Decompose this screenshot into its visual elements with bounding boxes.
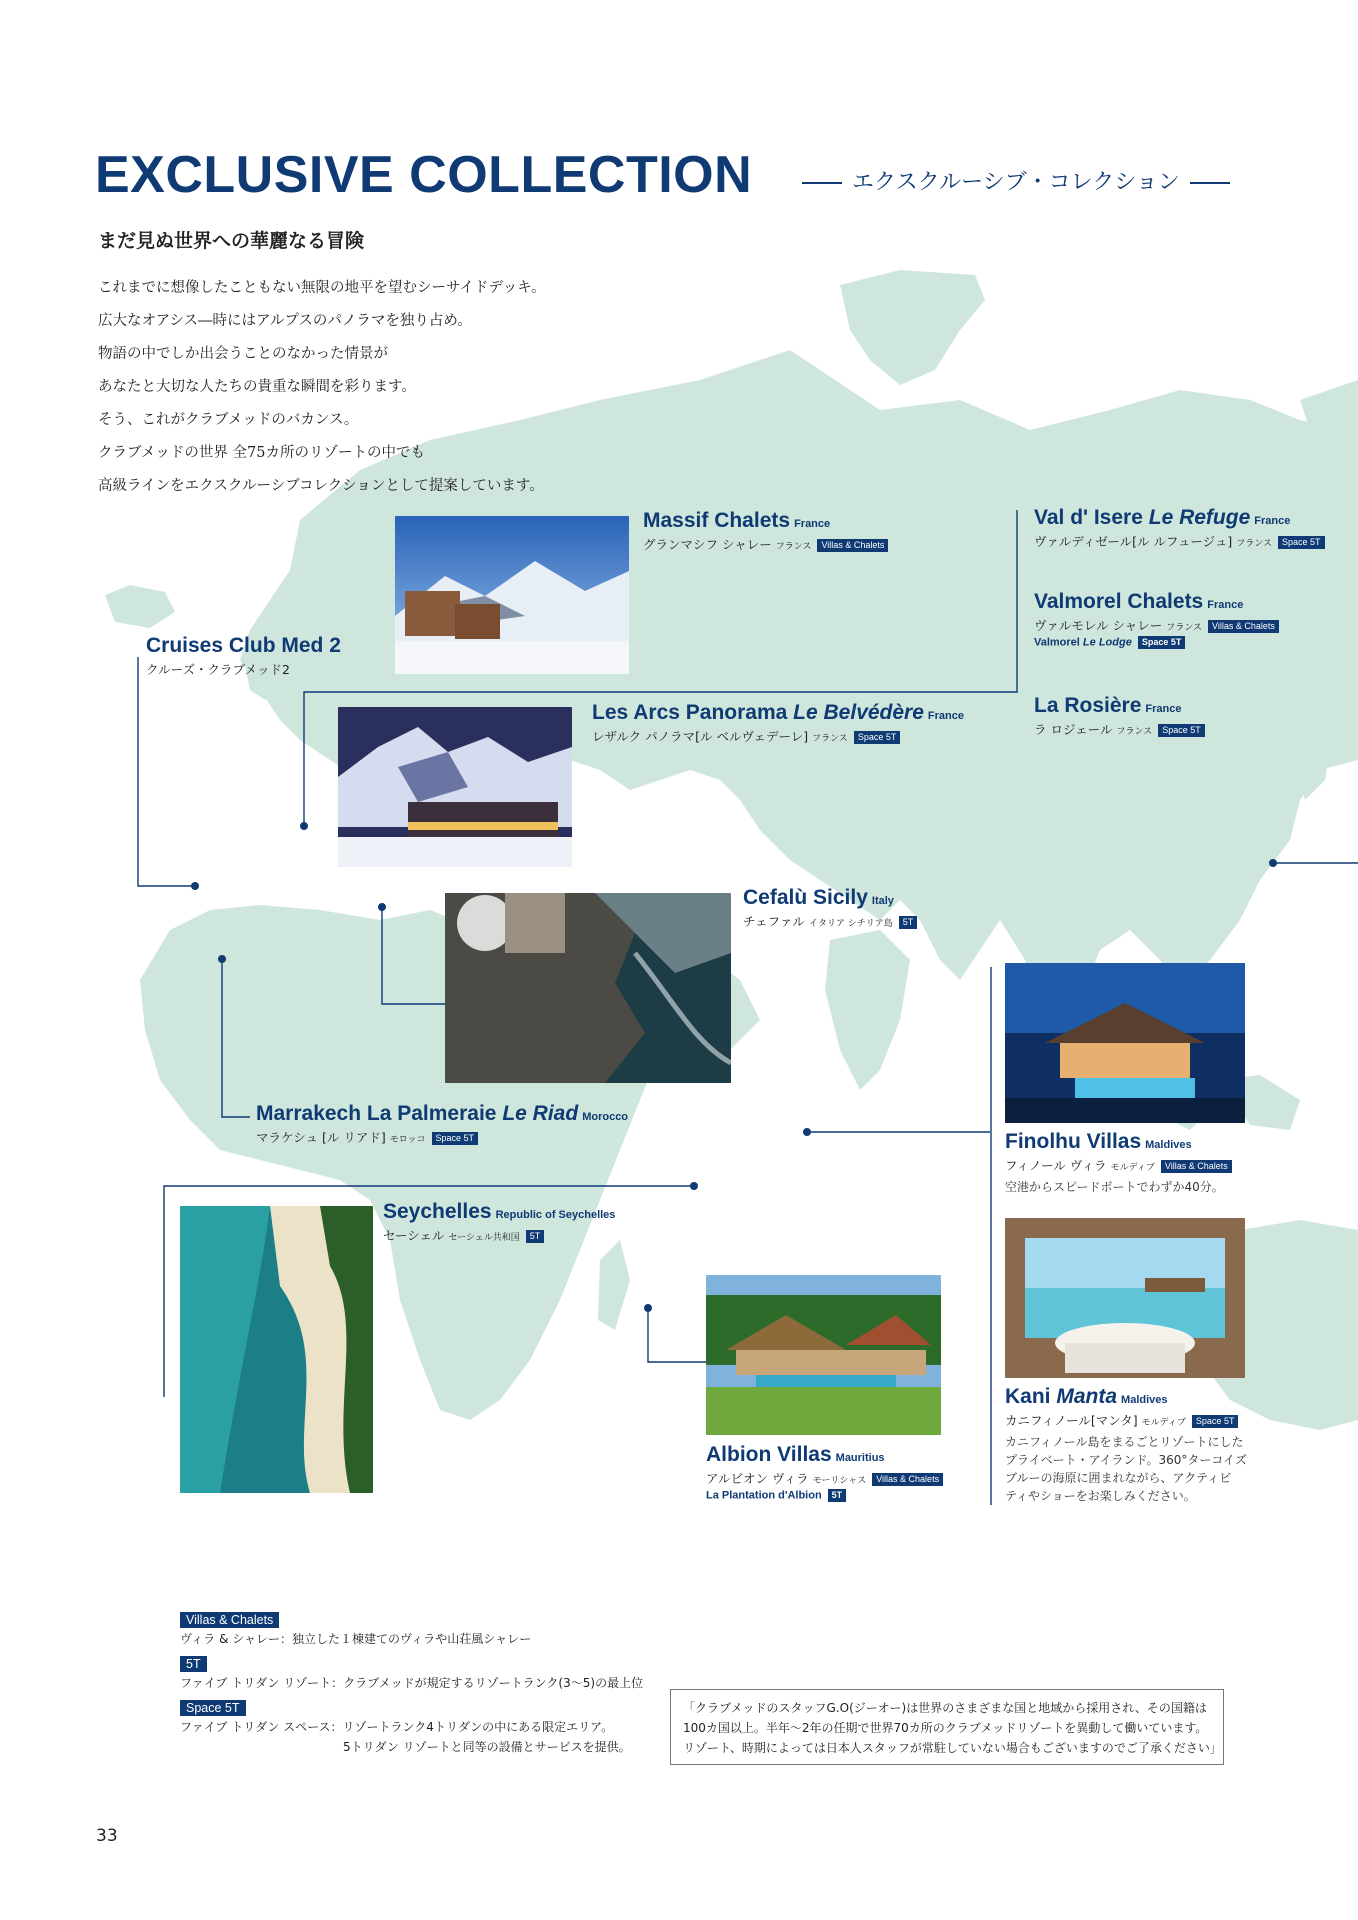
resort-cefalu[interactable] bbox=[743, 886, 917, 930]
resort-jp bbox=[592, 727, 964, 745]
dash-right bbox=[1190, 182, 1230, 184]
intro-line: 物語の中でしか出会うことのなかった情景が bbox=[98, 346, 388, 362]
resort-sub bbox=[706, 1489, 943, 1502]
name-text: Cefalù Sicily bbox=[743, 886, 868, 909]
jp-text: レザルク パノラマ[ル ベルヴェデーレ] bbox=[592, 729, 809, 744]
jp-country: モルディブ bbox=[1110, 1163, 1155, 1173]
name-text: Massif Chalets bbox=[643, 509, 791, 532]
note-line: 100カ国以上。半年〜2年の任期で世界70カ所のクラブメッドリゾートを異動して働いています。 bbox=[683, 1721, 1208, 1735]
resort-name bbox=[1005, 1385, 1247, 1409]
massif-chalets-photo bbox=[395, 516, 629, 674]
albion-photo bbox=[706, 1275, 941, 1435]
resort-sub bbox=[1034, 636, 1279, 649]
resort-jp bbox=[743, 912, 917, 930]
rank-badge: Villas & Chalets bbox=[1208, 620, 1279, 633]
tagline: まだ見ぬ世界への華麗なる冒険 bbox=[98, 230, 365, 252]
page-subtitle bbox=[792, 165, 1240, 196]
rank-badge: Space 5T bbox=[1192, 1415, 1239, 1428]
country-text: France bbox=[794, 518, 831, 530]
country-text: Italy bbox=[871, 895, 894, 907]
intro-line: これまでに想像したこともない無限の地平を望むシーサイドデッキ。 bbox=[98, 280, 546, 296]
name-text: Albion Villas bbox=[706, 1443, 832, 1466]
finolhu-photo bbox=[1005, 963, 1245, 1123]
staff-note bbox=[670, 1689, 1224, 1765]
name-italic: Le Belvédère bbox=[793, 701, 924, 724]
legend-five bbox=[180, 1656, 643, 1692]
jp-country: フランス bbox=[812, 734, 848, 744]
jp-country: モルディブ bbox=[1141, 1418, 1186, 1428]
intro-line: 広大なオアシス―時にはアルプスのパノラマを独り占め。 bbox=[98, 313, 472, 329]
legend-space bbox=[180, 1700, 643, 1756]
jp-text: ヴァルモレル シャレー bbox=[1034, 618, 1163, 633]
note-line: 「クラブメッドのスタッフG.O(ジーオー)は世界のさまざまな国と地域から採用され、その国籍は bbox=[683, 1701, 1207, 1715]
country-text: Maldives bbox=[1145, 1139, 1192, 1151]
jp-text: グランマシフ シャレー bbox=[643, 537, 772, 552]
resort-marrakech[interactable] bbox=[256, 1102, 628, 1146]
resort-jp bbox=[1005, 1156, 1232, 1174]
legend-text: ファイブ トリダン スペース：リゾートランク4トリダンの中にある限定エリア。 bbox=[180, 1720, 614, 1734]
rank-badge: Space 5T bbox=[1138, 636, 1186, 649]
rank-badge: Villas & Chalets bbox=[872, 1473, 943, 1486]
country-text: Morocco bbox=[582, 1111, 629, 1123]
resort-name bbox=[383, 1200, 615, 1224]
name-text: Seychelles bbox=[383, 1200, 492, 1223]
country-text: Maldives bbox=[1121, 1394, 1168, 1406]
legend-text: ヴィラ & シャレー：独立した１棟建てのヴィラや山荘風シャレー bbox=[180, 1632, 532, 1646]
resort-jp bbox=[1034, 720, 1205, 738]
resort-albion[interactable] bbox=[706, 1443, 943, 1502]
rank-badge: 5T bbox=[526, 1230, 545, 1243]
jp-text: セーシェル bbox=[383, 1228, 445, 1243]
legend-villas bbox=[180, 1612, 643, 1648]
name-text: Marrakech La Palmeraie bbox=[256, 1102, 497, 1125]
resort-name bbox=[743, 886, 917, 910]
intro-line: そう、これがクラブメッドのバカンス。 bbox=[98, 412, 359, 428]
resort-jp bbox=[706, 1469, 943, 1487]
legend-badge: Villas & Chalets bbox=[180, 1612, 279, 1628]
rank-badge: Space 5T bbox=[854, 731, 901, 744]
note-line: リゾート、時期によっては日本人スタッフが常駐していない場合もございますのでご了承ください」 bbox=[683, 1741, 1222, 1755]
name-text: La Rosière bbox=[1034, 694, 1142, 717]
resort-name bbox=[643, 509, 888, 533]
intro-line: クラブメッドの世界 全75カ所のリゾートの中でも bbox=[98, 445, 425, 461]
legend-text: ファイブ トリダン リゾート：クラブメッドが規定するリゾートランク(3〜5)の最上位 bbox=[180, 1676, 644, 1690]
rank-badge: Space 5T bbox=[1158, 724, 1205, 737]
desc-line: ティやショーをお楽しみください。 bbox=[1005, 1489, 1196, 1503]
resort-name bbox=[1034, 694, 1205, 718]
jp-text: ラ ロジェール bbox=[1034, 722, 1113, 737]
resort-massif-chalets[interactable] bbox=[643, 509, 888, 553]
name-italic: Manta bbox=[1056, 1385, 1118, 1408]
name-text: Les Arcs Panorama bbox=[592, 701, 788, 724]
resort-val-disere[interactable] bbox=[1034, 506, 1325, 550]
jp-text: アルビオン ヴィラ bbox=[706, 1471, 809, 1486]
legend-badge: 5T bbox=[180, 1656, 207, 1672]
resort-jp bbox=[256, 1128, 628, 1146]
resort-valmorel[interactable] bbox=[1034, 590, 1279, 649]
resort-jp bbox=[1005, 1411, 1247, 1429]
rank-legend bbox=[180, 1612, 643, 1764]
resort-jp bbox=[643, 535, 888, 553]
resort-seychelles[interactable] bbox=[383, 1200, 615, 1244]
country-text: France bbox=[1145, 703, 1182, 715]
jp-country: セーシェル共和国 bbox=[448, 1233, 520, 1243]
intro-line: 高級ラインをエクスクルーシブコレクションとして提案しています。 bbox=[98, 478, 544, 494]
jp-country: モロッコ bbox=[389, 1135, 426, 1145]
jp-country: フランス bbox=[1166, 623, 1203, 633]
resort-name bbox=[1034, 590, 1279, 614]
resort-jp bbox=[1034, 532, 1325, 550]
resort-les-arcs[interactable] bbox=[592, 701, 964, 745]
seychelles-photo bbox=[180, 1206, 373, 1493]
desc-line: ブルーの海原に囲まれながら、アクティビ bbox=[1005, 1471, 1232, 1485]
legend-badge: Space 5T bbox=[180, 1700, 246, 1716]
name-text: Valmorel Chalets bbox=[1034, 590, 1204, 613]
resort-jp bbox=[383, 1226, 615, 1244]
legend-text: 5トリダン リゾートと同等の設備とサービスを提供。 bbox=[343, 1740, 631, 1754]
resort-name: Cruises Club Med 2 bbox=[146, 634, 341, 657]
resort-name bbox=[1005, 1130, 1232, 1154]
country-text: Republic of Seychelles bbox=[495, 1209, 616, 1221]
page-title: EXCLUSIVE COLLECTION bbox=[95, 146, 753, 204]
kani-manta-photo bbox=[1005, 1218, 1245, 1378]
intro-text bbox=[98, 272, 546, 503]
name-text: Finolhu Villas bbox=[1005, 1130, 1142, 1153]
country-text: France bbox=[1254, 515, 1291, 527]
resort-finolhu[interactable] bbox=[1005, 1130, 1232, 1196]
sub-text: Valmorel bbox=[1034, 636, 1080, 649]
resort-name bbox=[256, 1102, 628, 1126]
jp-country: フランス bbox=[1236, 539, 1272, 549]
resort-jp bbox=[1034, 616, 1279, 634]
resort-desc bbox=[1005, 1433, 1247, 1505]
resort-name bbox=[1034, 506, 1325, 530]
rank-badge: 5T bbox=[828, 1489, 847, 1502]
country-text: France bbox=[1207, 599, 1244, 611]
resort-la-rosiere[interactable] bbox=[1034, 694, 1205, 738]
jp-country: フランス bbox=[775, 542, 812, 552]
jp-country: イタリア シチリア島 bbox=[808, 919, 893, 929]
intro-line: あなたと大切な人たちの貴重な瞬間を彩ります。 bbox=[98, 379, 416, 395]
jp-text: フィノール ヴィラ bbox=[1005, 1158, 1107, 1173]
jp-text: チェファル bbox=[743, 914, 805, 929]
name-italic: Le Refuge bbox=[1148, 506, 1251, 529]
resort-cruises[interactable] bbox=[146, 634, 341, 678]
country-text: Mauritius bbox=[835, 1452, 885, 1464]
name-italic: Le Riad bbox=[502, 1102, 579, 1125]
rank-badge: Villas & Chalets bbox=[1161, 1160, 1232, 1173]
page-number: 33 bbox=[96, 1826, 118, 1846]
cefalu-photo bbox=[445, 893, 731, 1083]
sub-text: La Plantation d'Albion bbox=[706, 1489, 822, 1502]
rank-badge: Villas & Chalets bbox=[817, 539, 888, 552]
les-arcs-photo bbox=[338, 707, 572, 867]
sub-italic: Le Lodge bbox=[1082, 636, 1132, 649]
rank-badge: Space 5T bbox=[1278, 536, 1325, 549]
desc-line: プライベート・アイランド。360°ターコイズ bbox=[1005, 1453, 1247, 1467]
resort-desc: 空港からスピードボートでわずか40分。 bbox=[1005, 1180, 1224, 1194]
desc-line: カニフィノール島をまるごとリゾートにした bbox=[1005, 1435, 1244, 1449]
name-text: Kani bbox=[1005, 1385, 1051, 1408]
jp-country: フランス bbox=[1116, 727, 1153, 737]
rank-badge: Space 5T bbox=[432, 1132, 479, 1145]
jp-country: モーリシャス bbox=[812, 1476, 867, 1486]
resort-jp: クルーズ・クラブメッド2 bbox=[146, 662, 290, 677]
jp-text: ヴァルディゼール[ル ルフュージュ] bbox=[1034, 534, 1233, 549]
resort-name bbox=[706, 1443, 943, 1467]
name-text: Val d' Isere bbox=[1034, 506, 1143, 529]
resort-kani-manta[interactable] bbox=[1005, 1385, 1247, 1505]
jp-text: カニフィノール[マンタ] bbox=[1005, 1413, 1138, 1428]
country-text: France bbox=[927, 710, 964, 722]
jp-text: マラケシュ [ル リアド] bbox=[256, 1130, 386, 1145]
dash-left bbox=[802, 182, 842, 184]
rank-badge: 5T bbox=[899, 916, 918, 929]
resort-name bbox=[592, 701, 964, 725]
subtitle-text: エクスクルーシブ・コレクション bbox=[852, 170, 1180, 195]
